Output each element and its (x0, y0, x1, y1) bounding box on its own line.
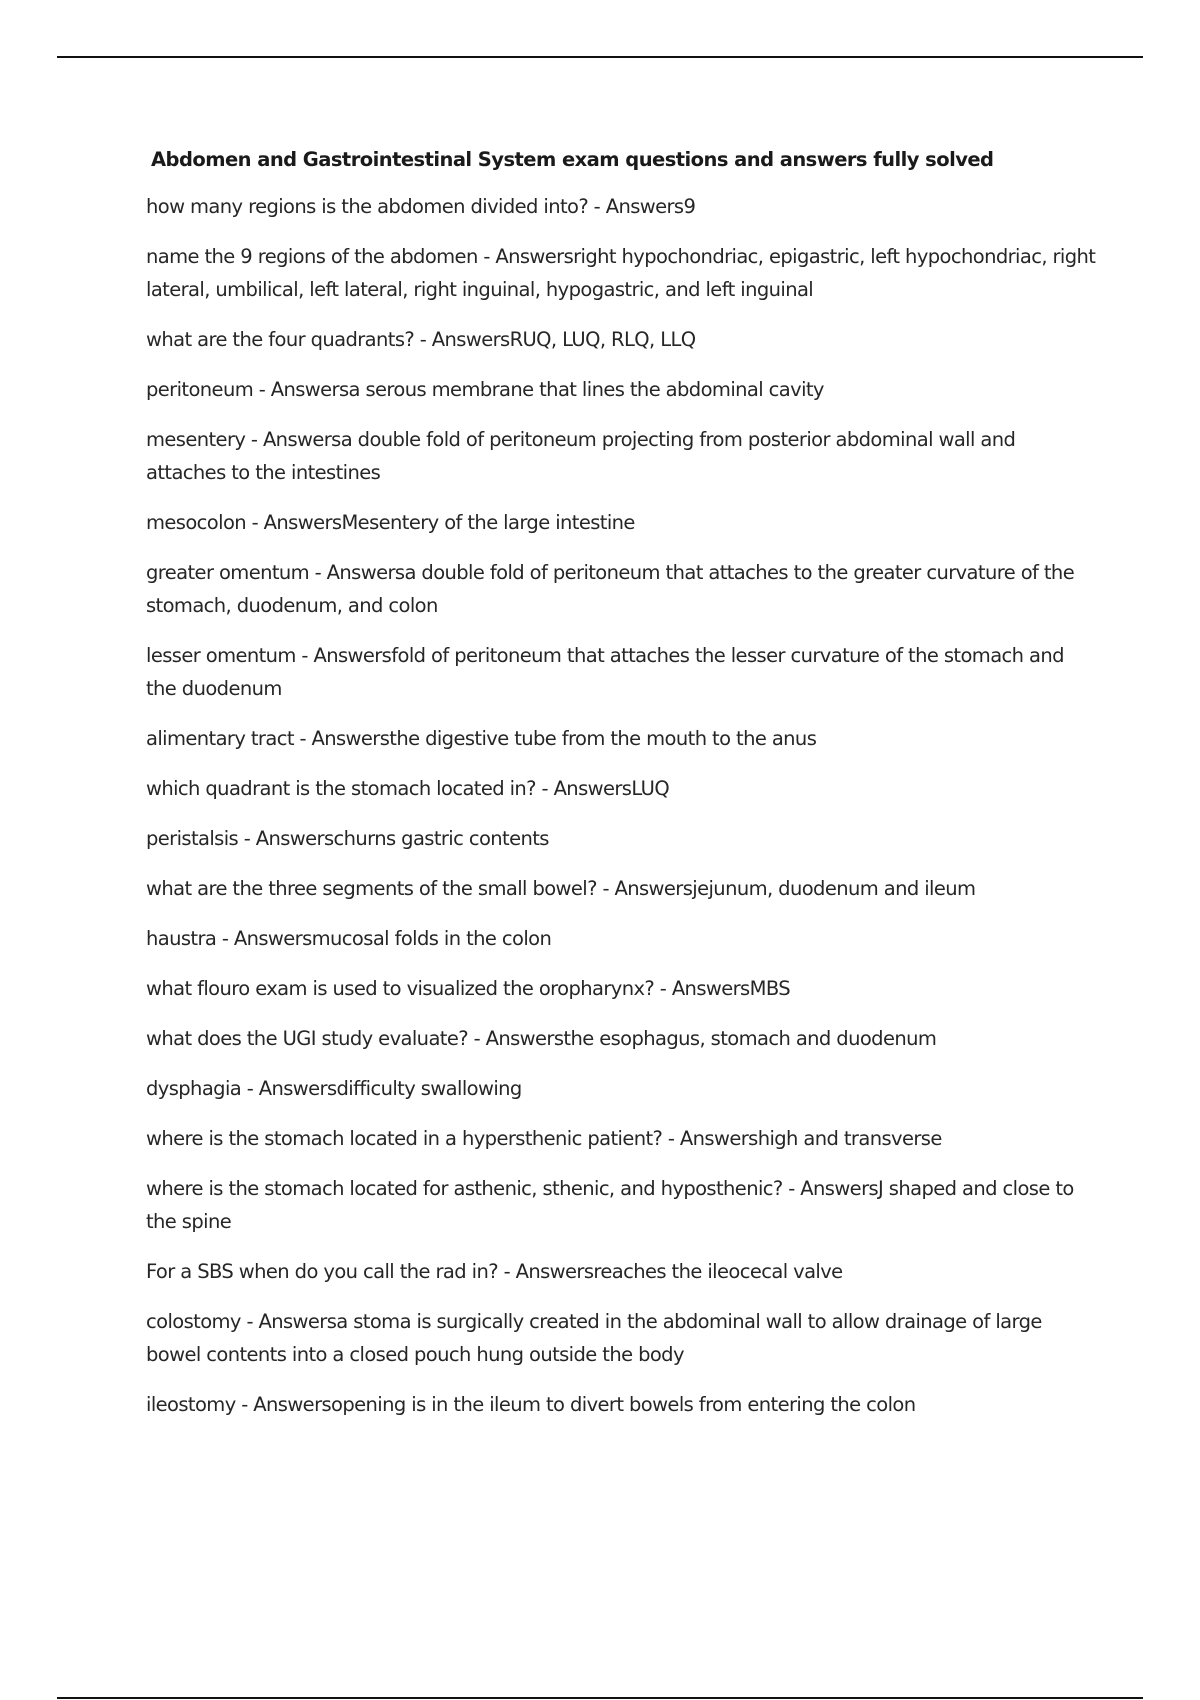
qa-item: colostomy - Answersa stoma is surgically created in the abdominal wall to allow drainage of large bowel contents into a closed pouch hung outside the body (146, 1310, 1042, 1366)
qa-item: alimentary tract - Answersthe digestive tube from the mouth to the anus (146, 727, 817, 750)
qa-item: peritoneum - Answersa serous membrane that lines the abdominal cavity (146, 378, 824, 401)
qa-item: ileostomy - Answersopening is in the ileum to divert bowels from entering the colon (146, 1393, 916, 1416)
qa-item: greater omentum - Answersa double fold of peritoneum that attaches to the greater curvature of the stomach, duodenum, and colon (146, 561, 1075, 617)
qa-item: name the 9 regions of the abdomen - Answersright hypochondriac, epigastric, left hypochondriac, right lateral, umbilical, left lateral, right inguinal, hypogastric, and left inguinal (146, 245, 1096, 301)
header-rule (57, 56, 1143, 58)
qa-item: For a SBS when do you call the rad in? - Answersreaches the ileocecal valve (146, 1260, 843, 1283)
footer-rule (57, 1697, 1143, 1699)
qa-item: mesentery - Answersa double fold of peritoneum projecting from posterior abdominal wall and attaches to the intestines (146, 428, 1016, 484)
qa-item: what flouro exam is used to visualized the oropharynx? - AnswersMBS (146, 977, 791, 1000)
document-title: Abdomen and Gastrointestinal System exam questions and answers fully solved (151, 148, 994, 171)
qa-item: mesocolon - AnswersMesentery of the large intestine (146, 511, 635, 534)
qa-item: peristalsis - Answerschurns gastric contents (146, 827, 549, 850)
qa-item: lesser omentum - Answersfold of peritoneum that attaches the lesser curvature of the stomach and the duodenum (146, 644, 1064, 700)
document-body (146, 146, 1096, 1438)
qa-item: dysphagia - Answersdifficulty swallowing (146, 1077, 522, 1100)
qa-item: where is the stomach located in a hypersthenic patient? - Answershigh and transverse (146, 1127, 942, 1150)
qa-item: haustra - Answersmucosal folds in the colon (146, 927, 552, 950)
qa-item: where is the stomach located for asthenic, sthenic, and hyposthenic? - AnswersJ shaped and close to the spine (146, 1177, 1074, 1233)
qa-item: which quadrant is the stomach located in? - AnswersLUQ (146, 777, 670, 800)
qa-item: how many regions is the abdomen divided into? - Answers9 (146, 195, 696, 218)
qa-item: what are the four quadrants? - AnswersRUQ, LUQ, RLQ, LLQ (146, 328, 696, 351)
qa-item: what are the three segments of the small bowel? - Answersjejunum, duodenum and ileum (146, 877, 976, 900)
qa-item: what does the UGI study evaluate? - Answersthe esophagus, stomach and duodenum (146, 1027, 937, 1050)
